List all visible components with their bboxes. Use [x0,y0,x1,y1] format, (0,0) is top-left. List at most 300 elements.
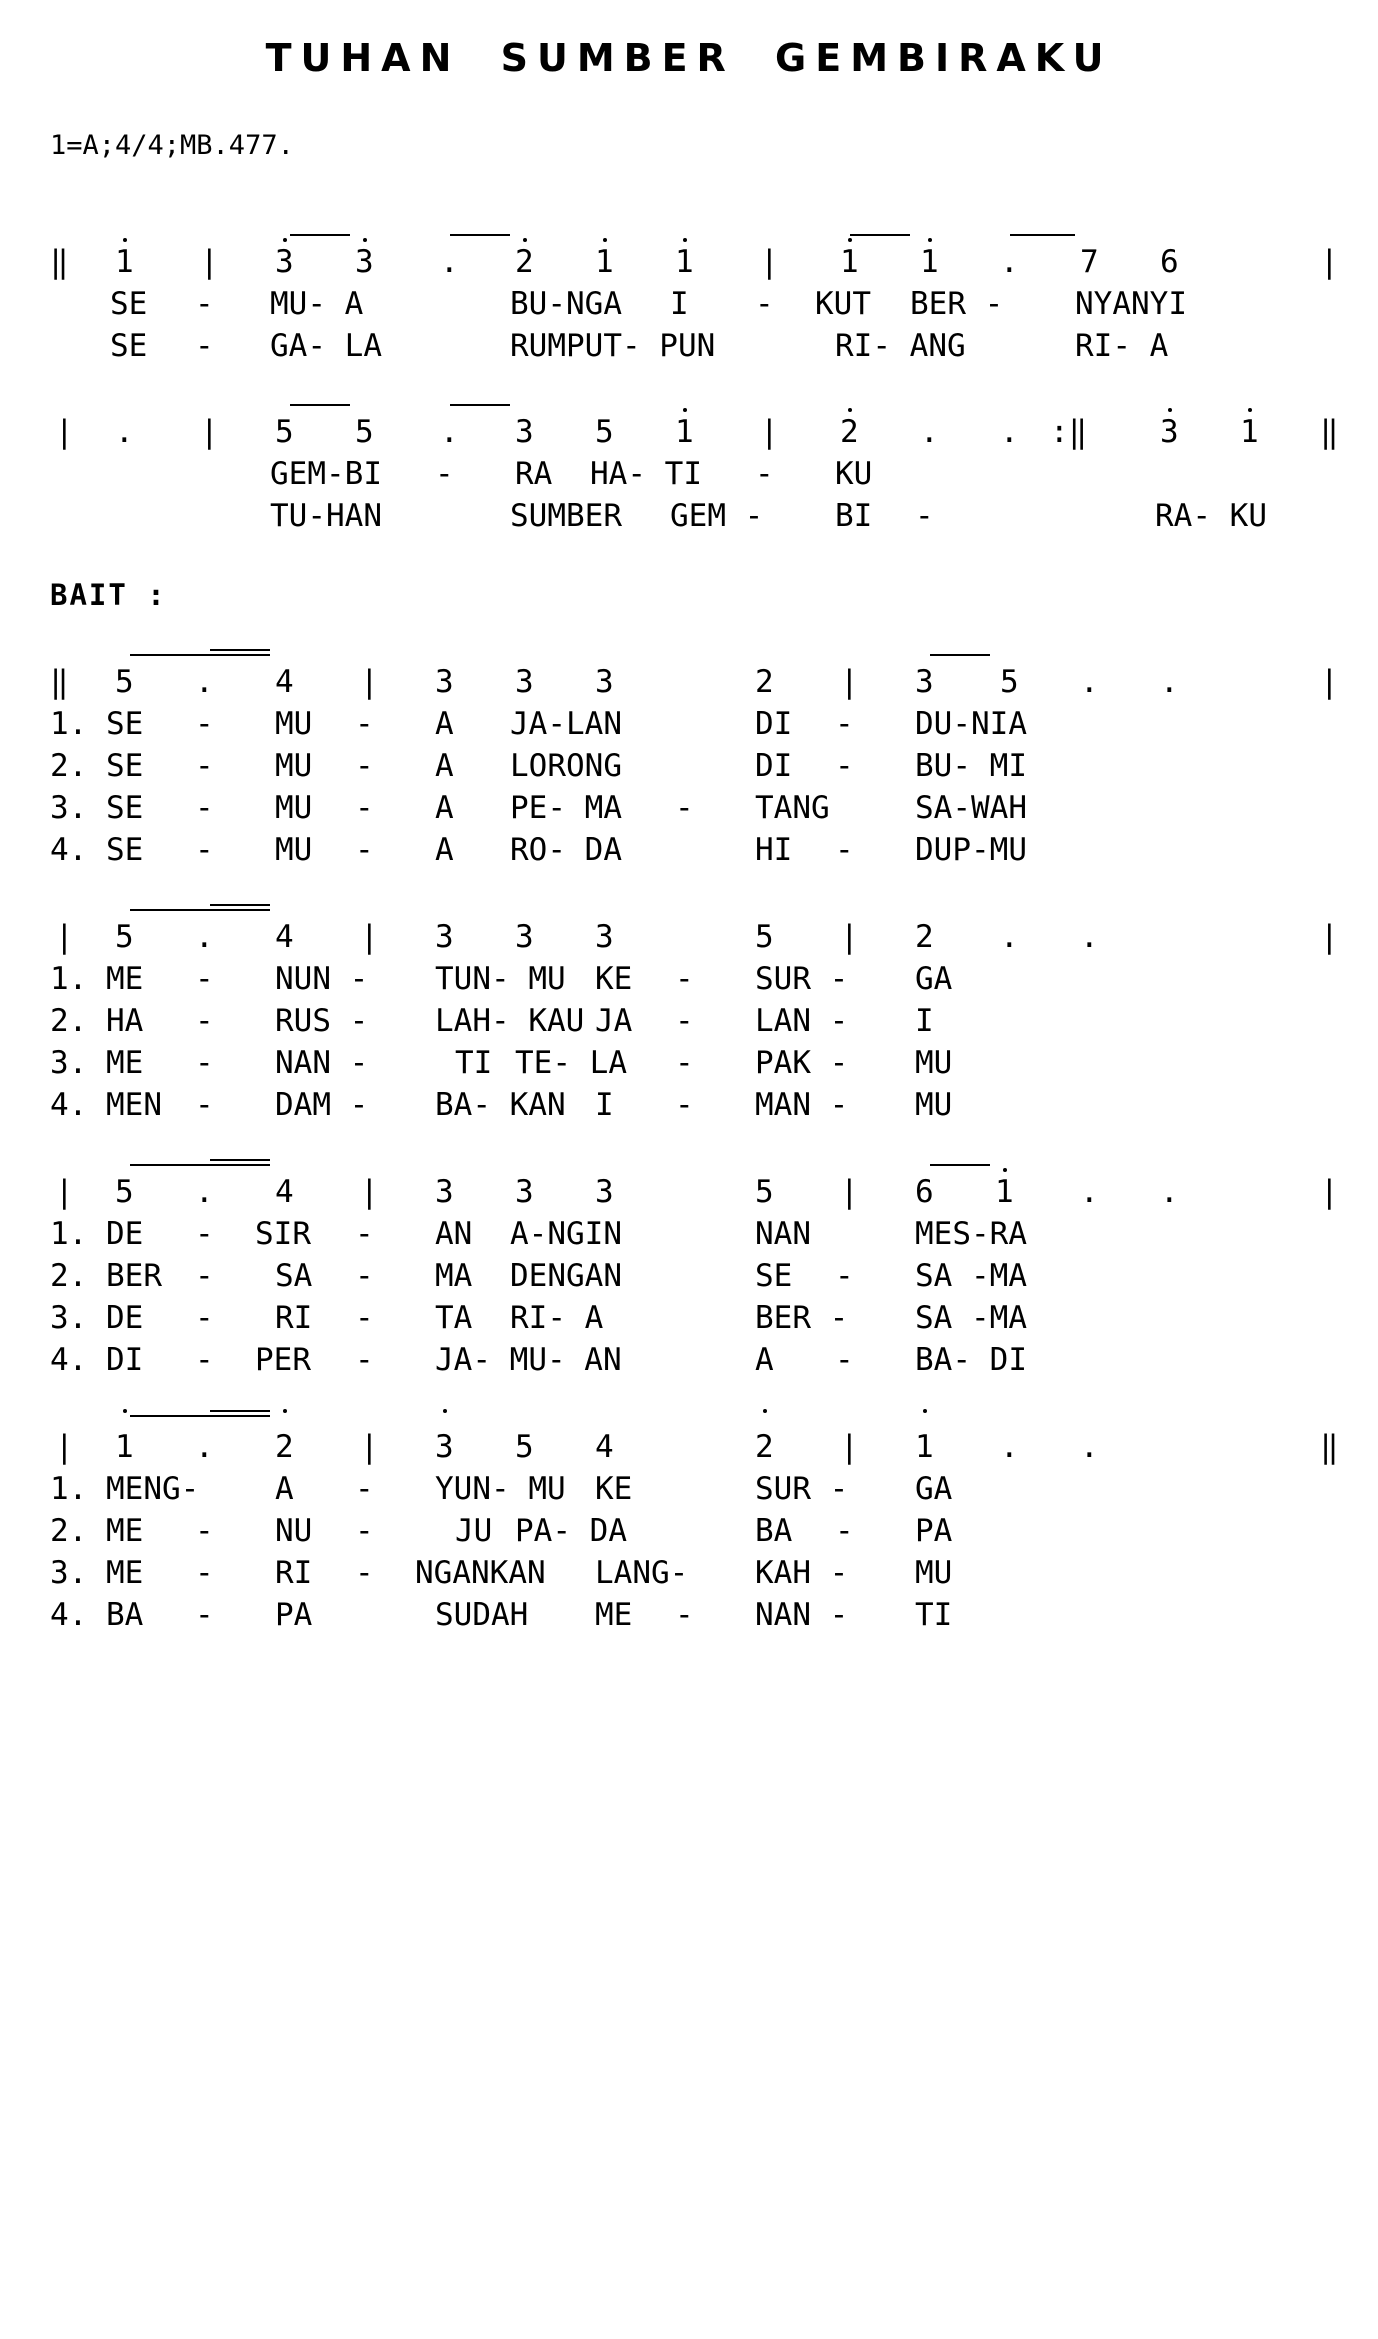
note: . [1080,1174,1099,1210]
lyric-syllable: TUN- MU [435,961,566,997]
lyric-syllable: JA [595,1003,633,1039]
note: 2 [755,1429,774,1465]
bar-line: | [360,664,379,700]
note: . [195,1429,214,1465]
lyric-syllable: BA- KAN [435,1087,566,1123]
lyric-syllable: - [915,498,934,534]
lyric-syllable: - [355,1555,374,1591]
lyric-syllable: SIR [255,1216,311,1252]
bar-line: ‖ [1320,414,1339,450]
note: . [440,244,459,280]
lyric-syllable: - [835,1513,854,1549]
note: 3 [435,919,454,955]
lyric-syllable: 3. DE [50,1300,144,1336]
lyric-syllable: MU [915,1045,953,1081]
lyric-syllable: A [435,790,454,826]
lyric-syllable: NUN - [275,961,369,997]
lyric-syllable: A [435,832,454,868]
lyric-line [0,999,1378,1043]
lyric-syllable: SUR - [755,1471,849,1507]
note: 3 [595,664,614,700]
lyric-syllable: DAM - [275,1087,369,1123]
note: 1 [115,1429,134,1465]
lyric-syllable: DI [755,706,793,742]
note: 2 [755,664,774,700]
note: . [1080,919,1099,955]
note: 3 [595,919,614,955]
note-row [0,1170,1378,1214]
lyric-line [0,957,1378,1001]
lyric-syllable: A [755,1342,774,1378]
lyric-syllable: KUT [815,286,871,322]
lyric-syllable: RO- DA [510,832,622,868]
note: 5 [755,919,774,955]
lyric-syllable: KE [595,1471,633,1507]
note: . [1000,414,1019,450]
note: . [1080,1429,1099,1465]
beam-line [130,909,270,911]
note: . [195,919,214,955]
lyric-syllable: - [195,1513,214,1549]
octave-dot-below [443,1409,447,1413]
lyric-syllable: SE [110,286,148,322]
lyric-syllable: - [355,790,374,826]
lyric-syllable: - [355,1300,374,1336]
lyric-syllable: MU [915,1555,953,1591]
lyric-syllable: SUMBER [510,498,622,534]
beam-line [210,904,270,906]
lyric-syllable: - [675,790,694,826]
octave-dot-below [283,1409,287,1413]
lyric-syllable: MAN - [755,1087,849,1123]
note-row [0,240,1378,284]
lyric-syllable: ME [595,1597,633,1633]
lyric-syllable: DENGAN [510,1258,622,1294]
lyric-syllable: - [675,961,694,997]
note: 5 [115,1174,134,1210]
bar-line: | [1320,919,1339,955]
lyric-syllable: KE [595,961,633,997]
bar-line: | [55,414,74,450]
lyric-line [0,828,1378,872]
bar-line: :‖ [1050,414,1088,450]
note: . [1000,919,1019,955]
lyric-syllable: BER - [755,1300,849,1336]
bar-line: | [1320,664,1339,700]
lyric-syllable: RI- A [1075,328,1169,364]
lyric-syllable: NGANKAN [415,1555,546,1591]
lyric-syllable: SA -MA [915,1300,1027,1336]
lyric-syllable: PER [255,1342,311,1378]
lyric-syllable: PA [275,1597,313,1633]
note: 3 [515,1174,534,1210]
lyric-syllable: I [915,1003,934,1039]
note: 1 [675,414,694,450]
lyric-syllable: A [435,706,454,742]
lyric-syllable: I [670,286,689,322]
octave-dot-above [1248,408,1252,412]
lyric-line [0,1467,1378,1511]
lyric-syllable: DUP-MU [915,832,1027,868]
bar-line: | [840,1429,859,1465]
beam-line [130,654,270,656]
note: . [920,414,939,450]
lyric-syllable: - [355,1513,374,1549]
lyric-syllable: MU [275,790,313,826]
beam-line [930,1164,990,1166]
octave-dot-below [763,1409,767,1413]
lyric-syllable: BER - [910,286,1004,322]
note: 3 [435,1174,454,1210]
lyric-syllable: - [835,1258,854,1294]
note: 5 [355,414,374,450]
bar-line: | [200,244,219,280]
lyric-syllable: GEM-BI [270,456,382,492]
lyric-syllable: LANG- [595,1555,689,1591]
lyric-syllable: KU [835,456,873,492]
bar-line: | [840,664,859,700]
lyric-syllable: - [195,1258,214,1294]
lyric-syllable: SA [275,1258,313,1294]
lyric-syllable: 4. DI [50,1342,144,1378]
lyric-line [0,744,1378,788]
octave-dot-above [1168,408,1172,412]
lyric-syllable: 4. MEN [50,1087,162,1123]
lyric-syllable: - [675,1045,694,1081]
lyric-syllable: MU [275,748,313,784]
note: 4 [595,1429,614,1465]
bar-line: | [200,414,219,450]
lyric-syllable: JU [455,1513,493,1549]
lyric-syllable: 2. ME [50,1513,144,1549]
bar-line: | [55,1429,74,1465]
note: . [1080,664,1099,700]
note: 1 [840,244,859,280]
lyric-syllable: - [675,1087,694,1123]
bar-line: | [760,244,779,280]
lyric-syllable: - [195,1597,214,1633]
lyric-line [0,786,1378,830]
lyric-syllable: 4. BA [50,1597,144,1633]
lyric-line [0,1338,1378,1382]
note: 5 [115,664,134,700]
lyric-syllable: BI [835,498,873,534]
octave-dot-above [683,408,687,412]
key-signature: 1=A;4/4;MB.477. [50,130,294,161]
lyric-syllable: I [595,1087,614,1123]
lyric-syllable: 3. ME [50,1045,144,1081]
lyric-syllable: - [835,706,854,742]
lyric-syllable: RA [515,456,553,492]
note: 3 [515,664,534,700]
note: 6 [1160,244,1179,280]
lyric-syllable: AN [435,1216,473,1252]
lyric-line [0,702,1378,746]
lyric-line [0,1593,1378,1637]
note: . [115,414,134,450]
lyric-syllable: A [275,1471,294,1507]
lyric-syllable: MU [275,832,313,868]
lyric-syllable: - [195,1342,214,1378]
lyric-syllable: DU-NIA [915,706,1027,742]
beam-line [210,1410,270,1412]
lyric-syllable: 2. HA [50,1003,144,1039]
note: 2 [840,414,859,450]
lyric-syllable: - [355,1342,374,1378]
lyric-syllable: SA -MA [915,1258,1027,1294]
note: 3 [515,414,534,450]
octave-dot-above [683,238,687,242]
note: 1 [1240,414,1259,450]
lyric-line [0,1296,1378,1340]
lyric-syllable: TU-HAN [270,498,382,534]
bar-line: | [1320,1174,1339,1210]
note: 1 [595,244,614,280]
octave-dot-below [123,1409,127,1413]
lyric-syllable: RUS - [275,1003,369,1039]
lyric-syllable: - [195,961,214,997]
bar-line: | [360,1429,379,1465]
lyric-syllable: JA- MU- AN [435,1342,622,1378]
note: 3 [595,1174,614,1210]
note: . [1160,1174,1179,1210]
note: . [440,414,459,450]
note: 3 [435,1429,454,1465]
note: . [1000,244,1019,280]
lyric-line [0,1551,1378,1595]
lyric-syllable: BA [755,1513,793,1549]
bar-line: | [360,919,379,955]
note: . [195,664,214,700]
lyric-syllable: - [195,1555,214,1591]
lyric-syllable: KAH - [755,1555,849,1591]
lyric-syllable: GA [915,961,953,997]
lyric-syllable: BU-NGA [510,286,622,322]
lyric-syllable: RI- A [510,1300,604,1336]
lyric-syllable: - [195,790,214,826]
lyric-line [0,1083,1378,1127]
note: . [195,1174,214,1210]
lyric-syllable: A [435,748,454,784]
lyric-syllable: - [195,832,214,868]
note: 3 [355,244,374,280]
lyric-syllable: NAN [755,1216,811,1252]
note: 1 [995,1174,1014,1210]
note: 2 [275,1429,294,1465]
lyric-syllable: 3. ME [50,1555,144,1591]
octave-dot-above [848,408,852,412]
lyric-syllable: TI [455,1045,493,1081]
bar-line: | [1320,244,1339,280]
lyric-syllable: NU [275,1513,313,1549]
note: 5 [515,1429,534,1465]
lyric-syllable: HA- TI [590,456,702,492]
lyric-syllable: PAK - [755,1045,849,1081]
note: 3 [275,244,294,280]
beam-line [210,1159,270,1161]
octave-dot-above [363,238,367,242]
lyric-syllable: - [835,748,854,784]
lyric-syllable: RUMPUT- PUN [510,328,716,364]
beam-line [130,1164,270,1166]
bait-label: BAIT : [50,578,167,612]
bar-line: ‖ [1320,1429,1339,1465]
lyric-syllable: 1. ME [50,961,144,997]
note: 3 [435,664,454,700]
lyric-syllable: NAN - [275,1045,369,1081]
octave-dot-above [848,238,852,242]
note: . [1000,1429,1019,1465]
lyric-line [0,324,1378,368]
note: 4 [275,1174,294,1210]
lyric-syllable: - [195,1300,214,1336]
note-row [0,1425,1378,1469]
note: 1 [915,1429,934,1465]
lyric-syllable: - [755,456,774,492]
lyric-syllable: TA [435,1300,473,1336]
lyric-syllable: - [355,706,374,742]
lyric-line [0,282,1378,326]
lyric-line [0,1212,1378,1256]
bar-line: | [840,1174,859,1210]
lyric-syllable: MES-RA [915,1216,1027,1252]
octave-dot-above [283,238,287,242]
lyric-syllable: YUN- MU [435,1471,566,1507]
note: 2 [915,919,934,955]
beam-line [210,649,270,651]
lyric-syllable: RI [275,1300,313,1336]
lyric-syllable: - [435,456,454,492]
beam-line [290,404,350,406]
lyric-line [0,452,1378,496]
lyric-syllable: MU [915,1087,953,1123]
note: 2 [515,244,534,280]
lyric-syllable: 2. SE [50,748,144,784]
note: 5 [275,414,294,450]
lyric-syllable: LAN - [755,1003,849,1039]
lyric-syllable: 3. SE [50,790,144,826]
note: 3 [1160,414,1179,450]
lyric-syllable: - [835,832,854,868]
lyric-syllable: TANG [755,790,830,826]
note-row [0,915,1378,959]
lyric-syllable: - [355,748,374,784]
lyric-syllable: - [755,286,774,322]
octave-dot-above [603,238,607,242]
octave-dot-above [1003,1168,1007,1172]
lyric-syllable: - [355,1216,374,1252]
bar-line: | [760,414,779,450]
lyric-syllable: RI- ANG [835,328,966,364]
lyric-syllable: 2. BER [50,1258,162,1294]
note: 4 [275,919,294,955]
lyric-syllable: NYANYI [1075,286,1187,322]
lyric-syllable: 1. DE [50,1216,144,1252]
lyric-syllable: SE [110,328,148,364]
lyric-syllable: - [675,1003,694,1039]
bar-line: ‖ [50,664,69,700]
lyric-syllable: RA- KU [1155,498,1267,534]
lyric-syllable: - [195,1216,214,1252]
lyric-line [0,494,1378,538]
beam-line [930,654,990,656]
bar-line: | [55,1174,74,1210]
lyric-syllable: MU [275,706,313,742]
lyric-syllable: 1. SE [50,706,144,742]
lyric-syllable: 1. MENG- [50,1471,200,1507]
lyric-syllable: - [355,1471,374,1507]
lyric-syllable: - [195,1003,214,1039]
lyric-syllable: - [835,1342,854,1378]
note: 5 [755,1174,774,1210]
beam-line [290,234,350,236]
note: 1 [920,244,939,280]
octave-dot-below [923,1409,927,1413]
note: 1 [115,244,134,280]
note: 3 [915,664,934,700]
lyric-syllable: - [195,1087,214,1123]
lyric-syllable: JA-LAN [510,706,622,742]
lyric-syllable: BA- DI [915,1342,1027,1378]
note-row [0,410,1378,454]
lyric-syllable: MU- A [270,286,364,322]
lyric-syllable: GA [915,1471,953,1507]
lyric-syllable: - [195,328,214,364]
lyric-syllable: SUDAH [435,1597,529,1633]
note-row [0,660,1378,704]
lyric-syllable: TI [915,1597,953,1633]
lyric-syllable: - [195,286,214,322]
beam-line [850,234,910,236]
lyric-line [0,1254,1378,1298]
octave-dot-above [928,238,932,242]
beam-line [1010,234,1075,236]
beam-line [130,1415,270,1417]
lyric-line [0,1509,1378,1553]
note: 5 [1000,664,1019,700]
lyric-line [0,1041,1378,1085]
lyric-syllable: NAN - [755,1597,849,1633]
lyric-syllable: - [195,1045,214,1081]
bar-line: | [840,919,859,955]
note: 5 [115,919,134,955]
song-title: TUHAN SUMBER GEMBIRAKU [265,36,1113,80]
note: 1 [675,244,694,280]
lyric-syllable: - [195,706,214,742]
lyric-syllable: A-NGIN [510,1216,622,1252]
lyric-syllable: BU- MI [915,748,1027,784]
lyric-syllable: GEM - [670,498,764,534]
beam-line [450,234,510,236]
lyric-syllable: RI [275,1555,313,1591]
lyric-syllable: PA- DA [515,1513,627,1549]
lyric-syllable: PE- MA [510,790,622,826]
lyric-syllable: - [355,832,374,868]
lyric-syllable: SA-WAH [915,790,1027,826]
note: 7 [1080,244,1099,280]
lyric-syllable: SE [755,1258,793,1294]
lyric-syllable: LORONG [510,748,622,784]
lyric-syllable: 4. SE [50,832,144,868]
octave-dot-above [523,238,527,242]
bar-line: ‖ [50,244,69,280]
note: 4 [275,664,294,700]
note: 3 [515,919,534,955]
lyric-syllable: HI [755,832,793,868]
beam-line [450,404,510,406]
lyric-syllable: SUR - [755,961,849,997]
bar-line: | [55,919,74,955]
